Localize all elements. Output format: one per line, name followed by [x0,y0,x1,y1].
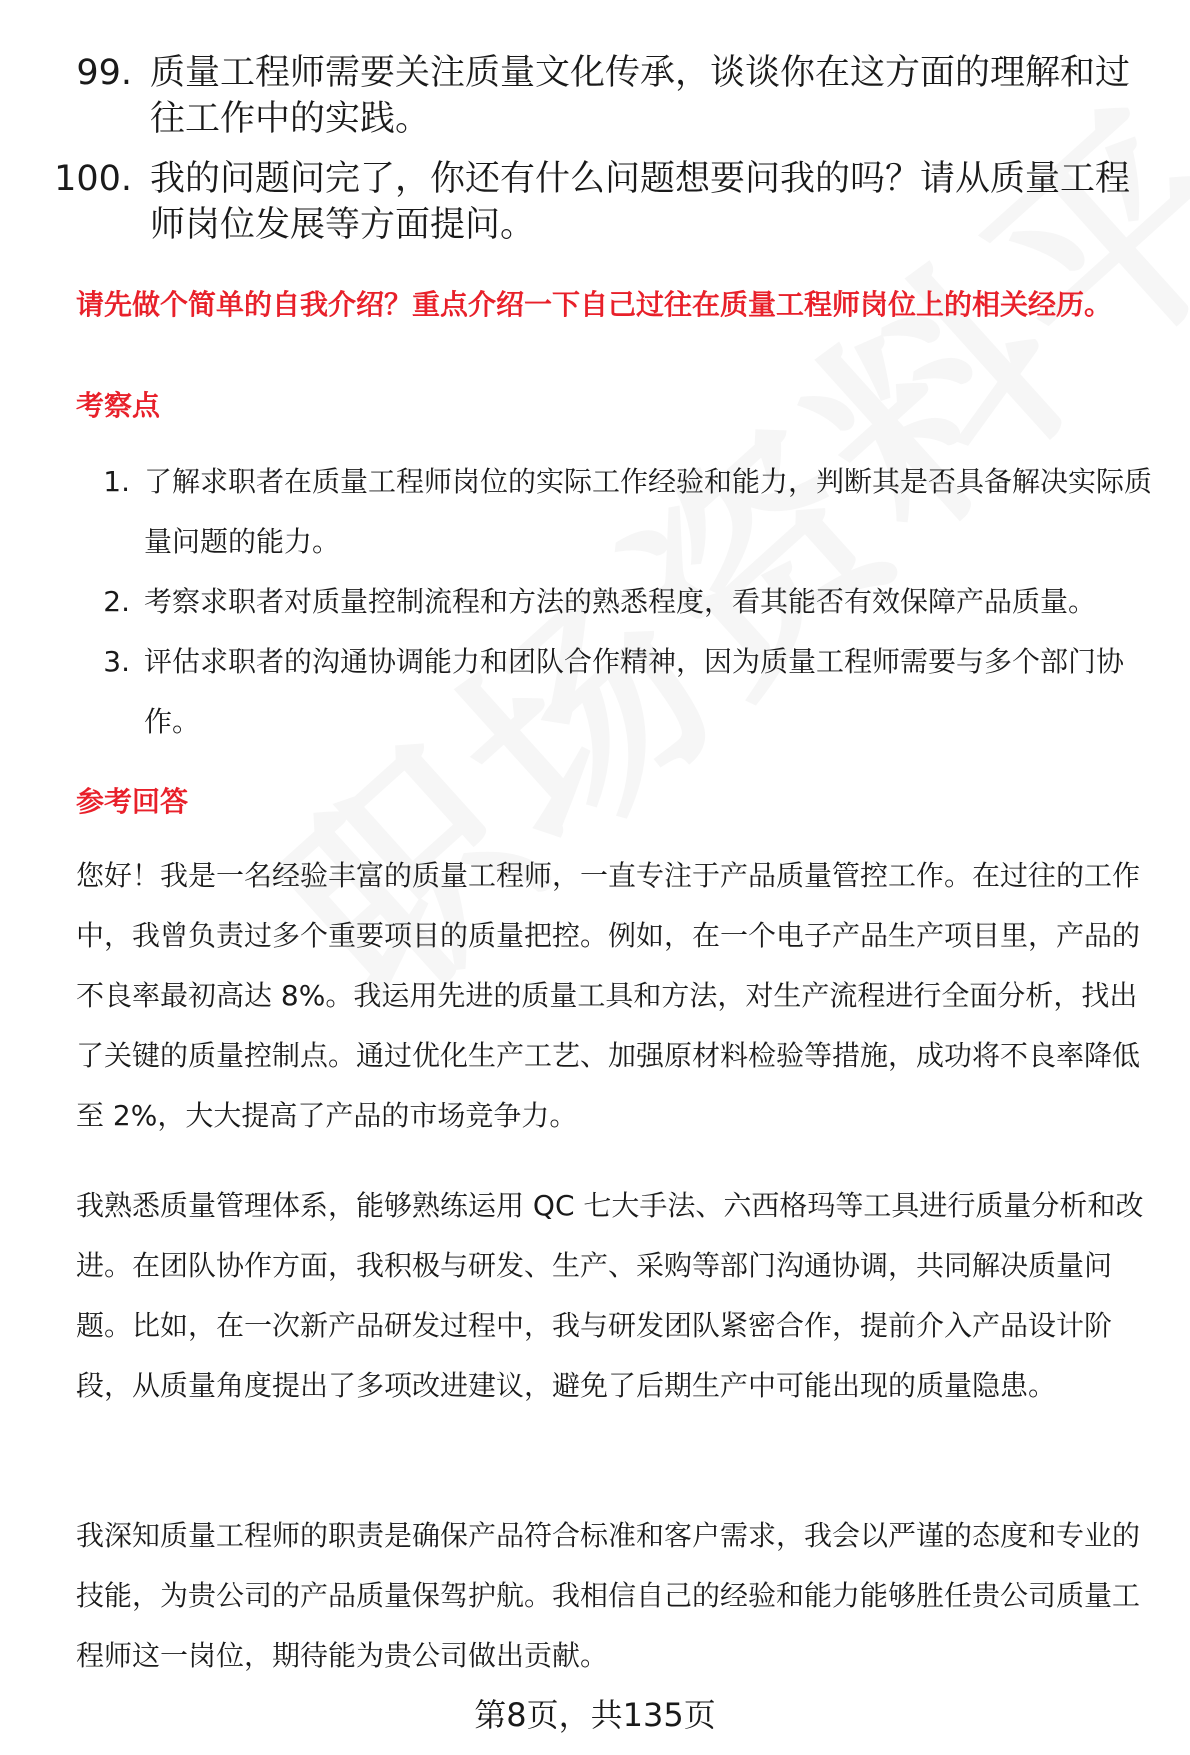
list-item-number: 3. [103,645,130,678]
question-list [40,50,1160,262]
answer-paragraph: 您好！我是一名经验丰富的质量工程师，一直专注于产品质量管控工作。在过往的工作中，我曾负责过多个重要项目的质量把控。例如，在一个电子产品生产项目里，产品的不良率最初高达 8%。我运用先进的质量工具和方法，对生产流程进行全面分析，找出了关键的质量控制点。通过优化生产工艺、加强原材料检验等措施，成功将不良率降低至 2%，大大提高了产品的市场竞争力。 [76,859,1141,1132]
key-points-list [76,452,1156,752]
answer-paragraph: 我深知质量工程师的职责是确保产品符合标准和客户需求，我会以严谨的态度和专业的技能，为贵公司的产品质量保驾护航。我相信自己的经验和能力能够胜任贵公司质量工程师这一岗位，期待能为贵公司做出贡献。 [76,1519,1141,1672]
section-heading-reference-answer: 参考回答 [76,785,189,818]
question-text: 我的问题问完了，你还有什么问题想要问我的吗？请从质量工程师岗位发展等方面提问。 [150,159,1131,245]
question-item [40,50,1160,142]
section-heading-key-points: 考察点 [76,389,161,422]
answer-paragraph: 我熟悉质量管理体系，能够熟练运用 QC 七大手法、六西格玛等工具进行质量分析和改进。在团队协作方面，我积极与研发、生产、采购等部门沟通协调，共同解决质量问题。比如，在一次新产品研发过程中，我与研发团队紧密合作，提前介入产品设计阶段，从质量角度提出了多项改进建议，避免了后期生产中可能出现的质量隐患。 [76,1189,1144,1402]
question-text: 质量工程师需要关注质量文化传承，谈谈你在这方面的理解和过往工作中的实践。 [150,53,1131,139]
question-item [40,156,1160,248]
question-title: 请先做个简单的自我介绍？重点介绍一下自己过往在质量工程师岗位上的相关经历。 [76,288,1113,321]
question-number: 99. [76,53,132,93]
page-footer: 第8页，共135页 [474,1696,716,1734]
list-item-number: 2. [103,585,130,618]
list-item-text: 考察求职者对质量控制流程和方法的熟悉程度，看其能否有效保障产品质量。 [144,585,1097,618]
question-number: 100. [54,159,132,199]
list-item-text: 了解求职者在质量工程师岗位的实际工作经验和能力，判断其是否具备解决实际质量问题的能力。 [144,465,1153,558]
list-item [76,572,1156,632]
list-item-text: 评估求职者的沟通协调能力和团队合作精神，因为质量工程师需要与多个部门协作。 [144,645,1125,738]
list-item [76,452,1156,572]
list-item [76,632,1156,752]
list-item-number: 1. [103,465,130,498]
